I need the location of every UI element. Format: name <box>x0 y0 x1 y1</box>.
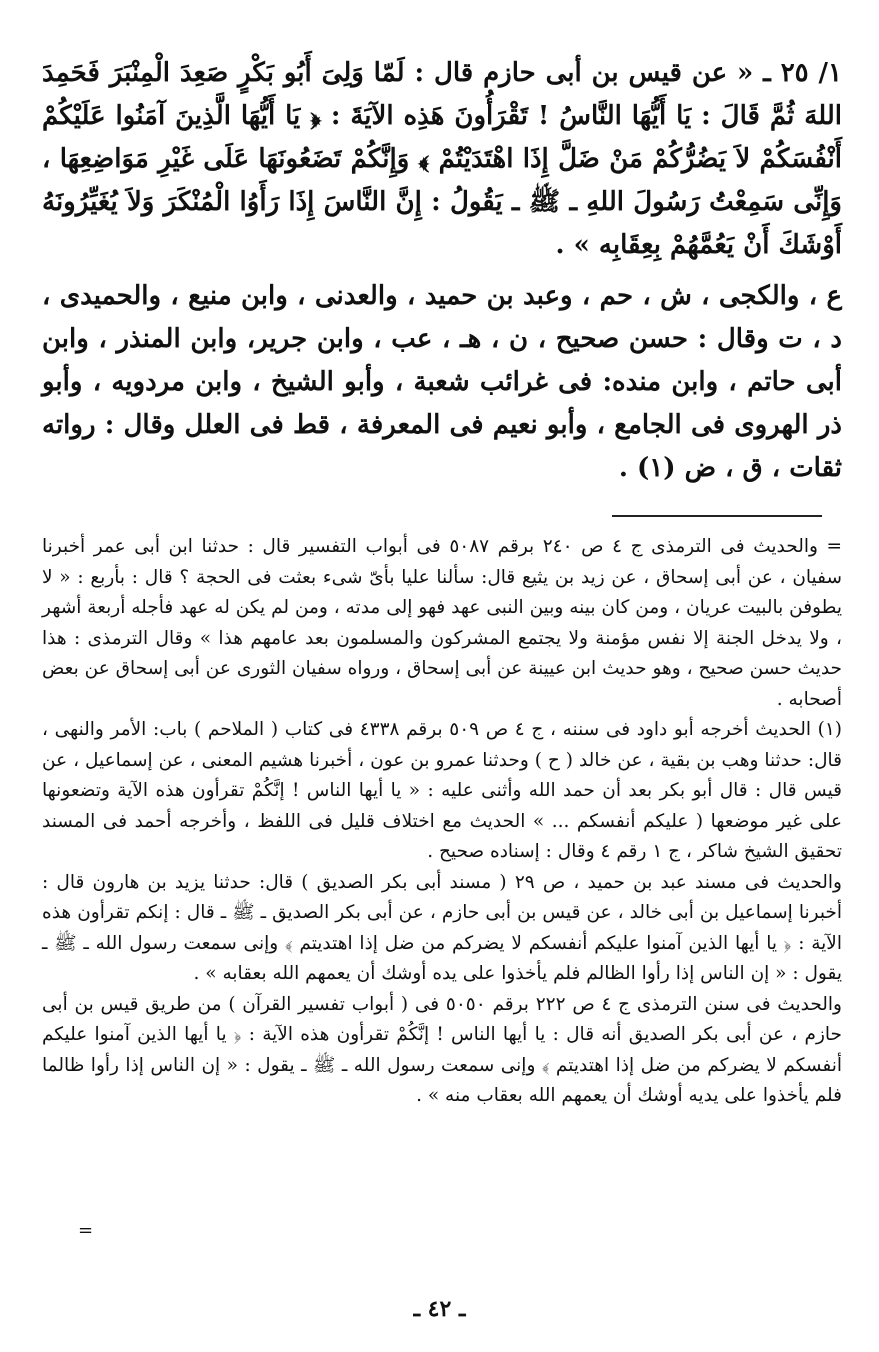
continuation-mark: = <box>78 1220 94 1241</box>
footnote-separator <box>612 515 822 517</box>
hadith-sources: ع ، والكجى ، ش ، حم ، وعبد بن حميد ، والعدنى ، وابن منيع ، والحميدى ، د ، ت وقال : حسن صحيح ، ن ، هـ ، عب ، وابن جرير، وابن المنذر ، وابن أبى حاتم ، وابن منده: فى غرائب شعبة ، وأبو الشيخ ، وابن مردويه ، وأبو ذر الهروى فى الجامع ، وأبو نعيم فى المعرفة ، قط فى العلل وقال : رواته ثقات ، ق ، ض (١) . <box>42 281 842 483</box>
footnote-musnad-abd: والحديث فى مسند عبد بن حميد ، ص ٢٩ ( مسند أبى بكر الصديق ) قال: حدثنا يزيد بن هارون قال : أخبرنا إسماعيل بن أبى خالد ، عن قيس بن أبى حازم ، عن أبى بكر الصديق ـ ﷺ ـ قال : إنكم تقرأون هذه الآية : ﴿ يا أيها الذين آمنوا عليكم أنفسكم لا يضركم من ضل إذا اهتديتم ﴾ وإنى سمعت رسول الله ـ ﷺ ـ يقول : « إن الناس إذا رأوا الظالم فلم يأخذوا على يده أوشك أن يعمهم الله بعقابه » . <box>42 871 842 984</box>
footnote-tirmidhi: والحديث فى سنن الترمذى ج ٤ ص ٢٢٢ برقم ٥٠٥٠ فى ( أبواب تفسير القرآن ) من طريق قيس بن أبى حازم ، عن أبى بكر الصديق أنه قال : يا أيها الناس ! إنَّكُمْ تقرأون هذه الآية : ﴿ يا أيها الذين آمنوا عليكم أنفسكم لا يضركم من ضل إذا اهتديتم ﴾ وإنى سمعت رسول الله ـ ﷺ ـ يقول : « إن الناس إذا رأوا ظالما فلم يأخذوا على يديه أوشك أن يعمهم الله بعقاب منه » . <box>42 993 842 1106</box>
footnote-1: (١) الحديث أخرجه أبو داود فى سننه ، ج ٤ ص ٥٠٩ برقم ٤٣٣٨ فى كتاب ( الملاحم ) باب: الأمر والنهى ، قال: حدثنا وهب بن بقية ، عن خالد ( ح ) وحدثنا عمرو بن عون ، أخبرنا هشيم المعنى ، عن إسماعيل ، عن قيس قال : قال أبو بكر بعد أن حمد الله وأثنى عليه : « يا أيها الناس ! إنَّكُمْ تقرأون هذه الآية وتضعونها على غير موضعها ( عليكم أنفسكم ... » الحديث مع اختلاف قليل فى اللفظ ، وأخرجه أحمد فى المسند تحقيق الشيخ شاكر ، ج ١ رقم ٤ وقال : إسناده صحيح . <box>42 719 842 862</box>
hadith-narration: ١/ ٢٥ ـ « عن قيس بن أبى حازم قال : لَمّا وَلِىَ أَبُو بَكْرٍ صَعِدَ الْمِنْبَرَ فَحَمِدَ اللهَ ثُمَّ قَالَ : يَا أَيُّهَا النَّاسُ ! تَقْرَأُونَ هَذِه الآيَةَ : ﴿ يَا أَيُّهَا الَّذِينَ آمَنُوا عَلَيْكُمْ أَنْفُسَكُمْ لاَ يَضُرُّكُمْ مَنْ ضَلَّ إِذَا اهْتَدَيْتُمْ ﴾ وَإِنَّكُمْ تَضَعُونَهَا عَلَى غَيْرِ مَوَاضِعِهَا ، وَإِنِّى سَمِعْتُ رَسُولَ اللهِ ـ ﷺ ـ يَقُولُ : إِنَّ النَّاسَ إِذَا رَأَوُا الْمُنْكَرَ وَلاَ يُغَيِّرُونَهُ أَوْشَكَ أَنْ يَعُمَّهُمْ بِعِقَابِه » . <box>42 58 842 260</box>
footnote-continued: = والحديث فى الترمذى ج ٤ ص ٢٤٠ برقم ٥٠٨٧ فى أبواب التفسير قال : حدثنا ابن أبى عمر أخبرنا سفيان ، عن أبى إسحاق ، عن زيد بن يثيع قال: سألنا عليا بأىّ شىء بعثت فى الحجة ؟ قال : بأربع : « لا يطوفن بالبيت عريان ، ومن كان بينه وبين النبى عهد فهو إلى مدته ، ومن لم يكن له عهد فأجله أربعة أشهر ، ولا يدخل الجنة إلا نفس مؤمنة ولا يجتمع المشركون والمسلمون بعد عامهم هذا » وقال الترمذى : هذا حديث حسن صحيح ، وهو حديث ابن عيينة عن أبى إسحاق ، ورواه سفيان الثورى عن أبى إسحاق عن بعض أصحابه . <box>42 536 842 710</box>
page-number: ـ ٤٢ ـ <box>413 1296 466 1322</box>
main-text <box>42 52 842 490</box>
footnotes <box>42 532 842 1112</box>
